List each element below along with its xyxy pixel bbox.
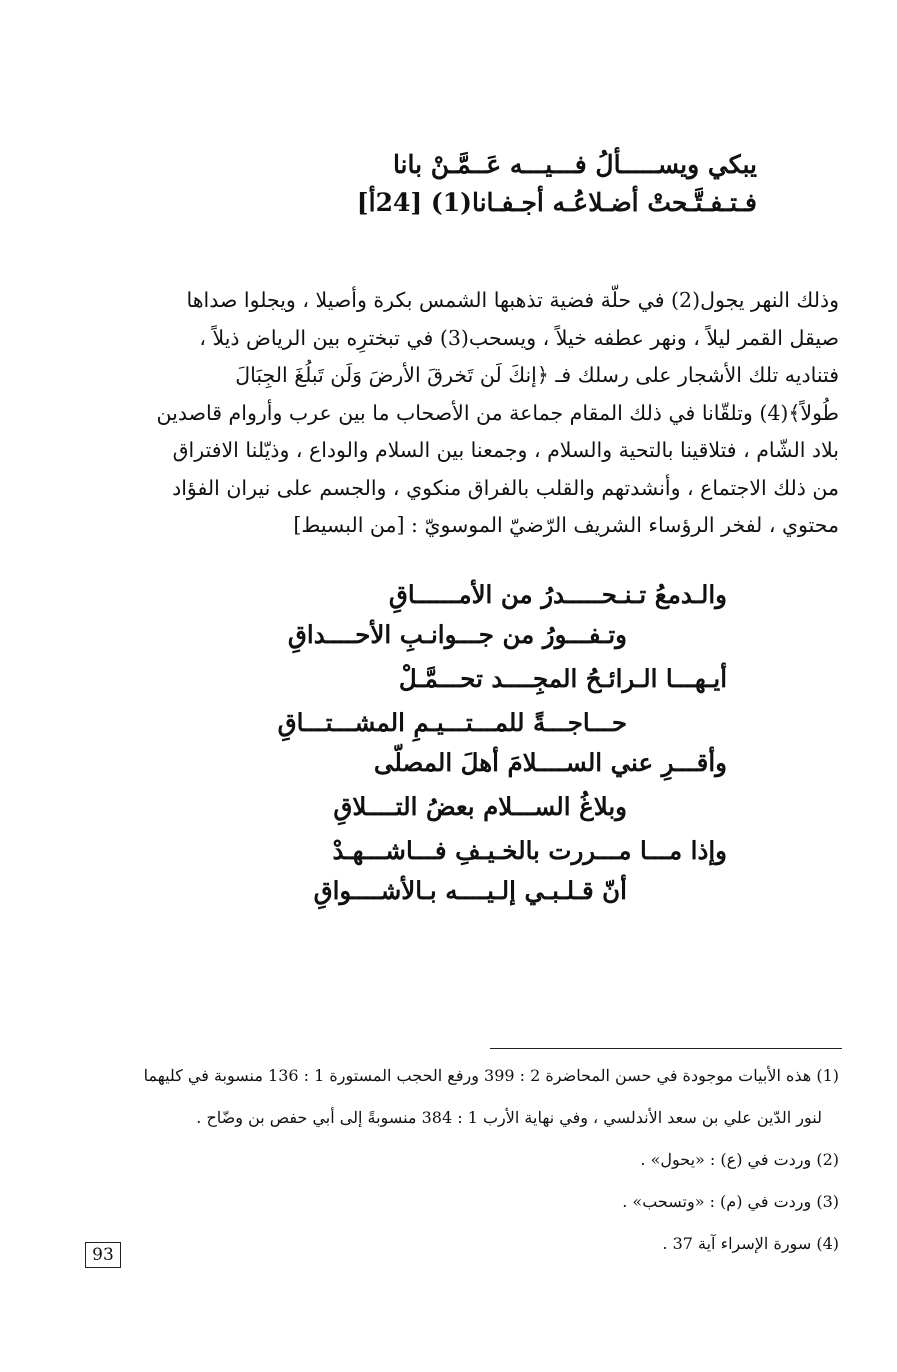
prose-line: طُولاً﴾(4) وتلقّانا في ذلك المقام جماعة من الأصحاب ما بين عرب وأروام قاصدين xyxy=(156,400,839,425)
poem-line: حـــاجـــةً للمـــتـــيـمِ المشـــتـــاقِ xyxy=(277,708,627,737)
prose-line: من ذلك الاجتماع ، وأنشدتهم والقلب بالفراق منكوي ، والجسم على نيران الفؤاد xyxy=(172,475,839,500)
opening-verse-line-2: فـتـفـتَّـحتْ أضـلاعُـه أجـفـانا(1) [24أ] xyxy=(356,188,757,217)
prose-line: بلاد الشّام ، فتلاقينا بالتحية والسلام ، وجمعنا بين السلام والوداع ، وذيّلنا الافتراق xyxy=(172,438,839,462)
prose-line: صيقل القمر ليلاً ، ونهر عطفه خيلاً ، ويسحب(3) في تبخترِه بين الرياض ذيلاً ، xyxy=(199,325,839,350)
footnote-divider xyxy=(490,1048,842,1049)
footnote-1: (1) هذه الأبيات موجودة في حسن المحاضرة 2 : 399 ورفع الحجب المستورة 1 : 136 منسوبة في كليهما xyxy=(143,1066,839,1085)
poem-line: وبلاغُ الســـلام بعضُ التــــلاقِ xyxy=(333,792,627,821)
footnote-4: (4) سورة الإسراء آية 37 . xyxy=(662,1234,839,1253)
footnote-3: (3) وردت في (م) : «وتسحب» . xyxy=(622,1192,839,1211)
poem-line: أنّ قـلـبـي إلـيــــه بـالأشــــواقِ xyxy=(313,876,627,905)
prose-line: فتناديه تلك الأشجار على رسلك فـ ﴿إنكَ لَن تَخرقَ الأرضَ وَلَن تَبلُغَ الجِبَالَ xyxy=(235,363,839,387)
poem-line: وتـفـــورُ من جـــوانـبِ الأحــــداقِ xyxy=(287,620,627,649)
poem-line: والـدمعُ تـنـحـــــدرُ من الأمــــــاقِ xyxy=(388,580,727,609)
poem-line: وإذا مـــا مـــررت بالخـيـفِ فـــاشـــهـدْ xyxy=(332,836,727,865)
poem-line: وأقـــرِ عني الســــلامَ أهلَ المصلّى xyxy=(373,748,727,777)
page-number: 93 xyxy=(85,1242,121,1268)
prose-paragraph xyxy=(139,282,839,545)
footnote-2: (2) وردت في (ع) : «يحول» . xyxy=(640,1150,839,1169)
opening-verse-line-1: يبكي ويســـــألُ فـــيـــه عَــمَّـنْ بانا xyxy=(392,150,757,179)
poem-line: أيـهـــا الـرائـحُ المجِــــد تحـــمَّـلْ xyxy=(398,664,727,693)
prose-line: وذلك النهر يجول(2) في حلّة فضية تذهبها الشمس بكرة وأصيلا ، ويجلوا صداها xyxy=(186,288,839,312)
prose-line: محتوي ، لفخر الرؤساء الشريف الرّضيّ الموسويّ : [من البسيط] xyxy=(293,513,839,537)
footnote-1-continued: لنور الدّين علي بن سعد الأندلسي ، وفي نهاية الأرب 1 : 384 منسوبةً إلى أبي حفص بن وضّاح . xyxy=(196,1108,822,1127)
